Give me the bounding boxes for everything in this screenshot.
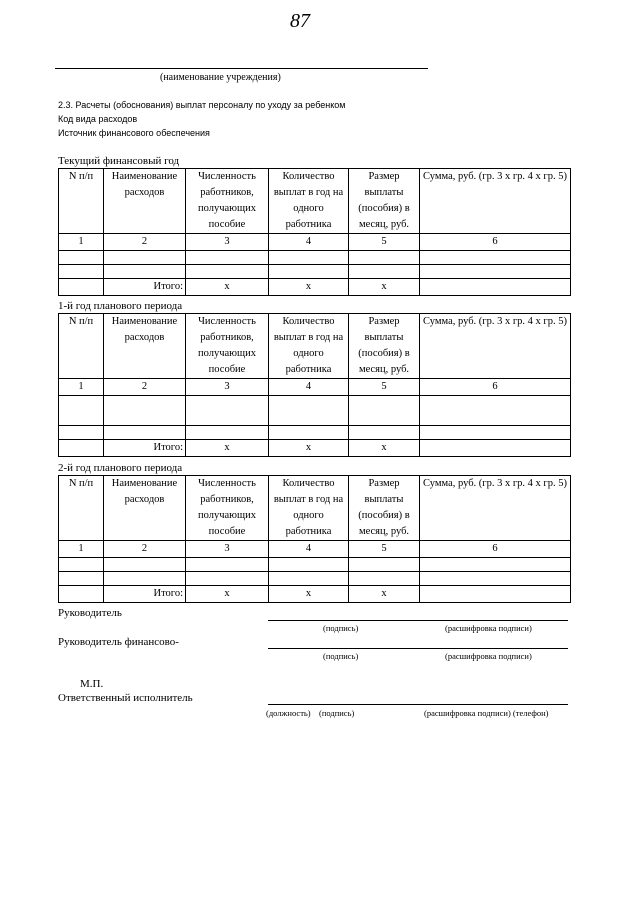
- col-number: 1: [59, 379, 104, 396]
- section-title-plan-2: 2-й год планового периода: [58, 462, 183, 474]
- executor-phone-caption: (расшифровка подписи) (телефон): [424, 708, 549, 718]
- col-number-row: [59, 541, 571, 558]
- col-number: 4: [269, 379, 349, 396]
- header-sum: Сумма, руб. (гр. 3 x гр. 4 x гр. 5): [420, 476, 571, 541]
- header-workers: Численность работников, получающих пособие: [186, 169, 269, 234]
- head-decode-caption: (расшифровка подписи): [445, 623, 532, 633]
- section-title-current: Текущий финансовый год: [58, 155, 180, 167]
- code-label: Код вида расходов: [58, 114, 138, 124]
- total-x: x: [349, 586, 420, 603]
- head-label: Руководитель: [58, 607, 122, 619]
- col-number: 2: [104, 379, 186, 396]
- table-plan-year-2: [58, 475, 571, 603]
- header-amount: Размер выплаты (пособия) в месяц, руб.: [349, 476, 420, 541]
- total-label: Итого:: [104, 279, 186, 296]
- section-heading: 2.3. Расчеты (обоснования) выплат персоналу по уходу за ребенком: [58, 100, 346, 110]
- col-number-row: [59, 234, 571, 251]
- col-number: 2: [104, 541, 186, 558]
- section-title-plan-1: 1-й год планового периода: [58, 300, 183, 312]
- total-x: x: [269, 440, 349, 457]
- total-x: x: [349, 279, 420, 296]
- header-payments: Количество выплат в год на одного работника: [269, 314, 349, 379]
- col-number: 1: [59, 541, 104, 558]
- col-number: 5: [349, 234, 420, 251]
- header-payments: Количество выплат в год на одного работника: [269, 476, 349, 541]
- header-payments: Количество выплат в год на одного работника: [269, 169, 349, 234]
- header-workers: Численность работников, получающих пособие: [186, 314, 269, 379]
- source-label: Источник финансового обеспечения: [58, 128, 210, 138]
- col-number: 6: [420, 541, 571, 558]
- col-number: 3: [186, 379, 269, 396]
- table-row: [59, 426, 571, 440]
- col-number: 5: [349, 541, 420, 558]
- total-x: x: [186, 279, 269, 296]
- col-number: 3: [186, 541, 269, 558]
- header-name: Наименование расходов: [104, 169, 186, 234]
- col-number: 3: [186, 234, 269, 251]
- header-num: N п/п: [59, 314, 104, 379]
- header-name: Наименование расходов: [104, 314, 186, 379]
- header-name: Наименование расходов: [104, 476, 186, 541]
- fin-head-label: Руководитель финансово-: [58, 636, 179, 648]
- executor-signature-caption: (подпись): [319, 708, 355, 718]
- head-signature-line: [268, 620, 568, 621]
- total-x: x: [186, 440, 269, 457]
- executor-position-caption: (должность): [266, 708, 311, 718]
- col-number-row: [59, 379, 571, 396]
- table-row: [59, 558, 571, 572]
- table-row: [59, 396, 571, 426]
- total-label: Итого:: [104, 440, 186, 457]
- institution-caption: (наименование учреждения): [160, 72, 281, 83]
- fin-head-signature-line: [268, 648, 568, 649]
- stamp-label: М.П.: [80, 678, 104, 690]
- table-current-year: [58, 168, 571, 296]
- head-signature-caption: (подпись): [323, 623, 359, 633]
- total-row: [59, 279, 571, 296]
- table-row: [59, 251, 571, 265]
- col-number: 6: [420, 379, 571, 396]
- total-x: x: [186, 586, 269, 603]
- total-x: x: [349, 440, 420, 457]
- table-plan-year-1: [58, 313, 571, 457]
- institution-line: [55, 68, 428, 69]
- total-x: x: [269, 586, 349, 603]
- col-number: 4: [269, 234, 349, 251]
- header-sum: Сумма, руб. (гр. 3 x гр. 4 x гр. 5): [420, 314, 571, 379]
- header-num: N п/п: [59, 476, 104, 541]
- table-row: [59, 265, 571, 279]
- header-num: N п/п: [59, 169, 104, 234]
- header-workers: Численность работников, получающих пособие: [186, 476, 269, 541]
- total-label: Итого:: [104, 586, 186, 603]
- header-sum: Сумма, руб. (гр. 3 x гр. 4 x гр. 5): [420, 169, 571, 234]
- executor-line: [268, 704, 568, 705]
- executor-label: Ответственный исполнитель: [58, 692, 193, 704]
- table-row: [59, 572, 571, 586]
- col-number: 4: [269, 541, 349, 558]
- col-number: 6: [420, 234, 571, 251]
- header-amount: Размер выплаты (пособия) в месяц, руб.: [349, 169, 420, 234]
- col-number: 5: [349, 379, 420, 396]
- fin-head-signature-caption: (подпись): [323, 651, 359, 661]
- fin-head-decode-caption: (расшифровка подписи): [445, 651, 532, 661]
- total-row: [59, 440, 571, 457]
- total-row: [59, 586, 571, 603]
- total-x: x: [269, 279, 349, 296]
- header-amount: Размер выплаты (пособия) в месяц, руб.: [349, 314, 420, 379]
- col-number: 1: [59, 234, 104, 251]
- page-number: 87: [290, 10, 310, 32]
- col-number: 2: [104, 234, 186, 251]
